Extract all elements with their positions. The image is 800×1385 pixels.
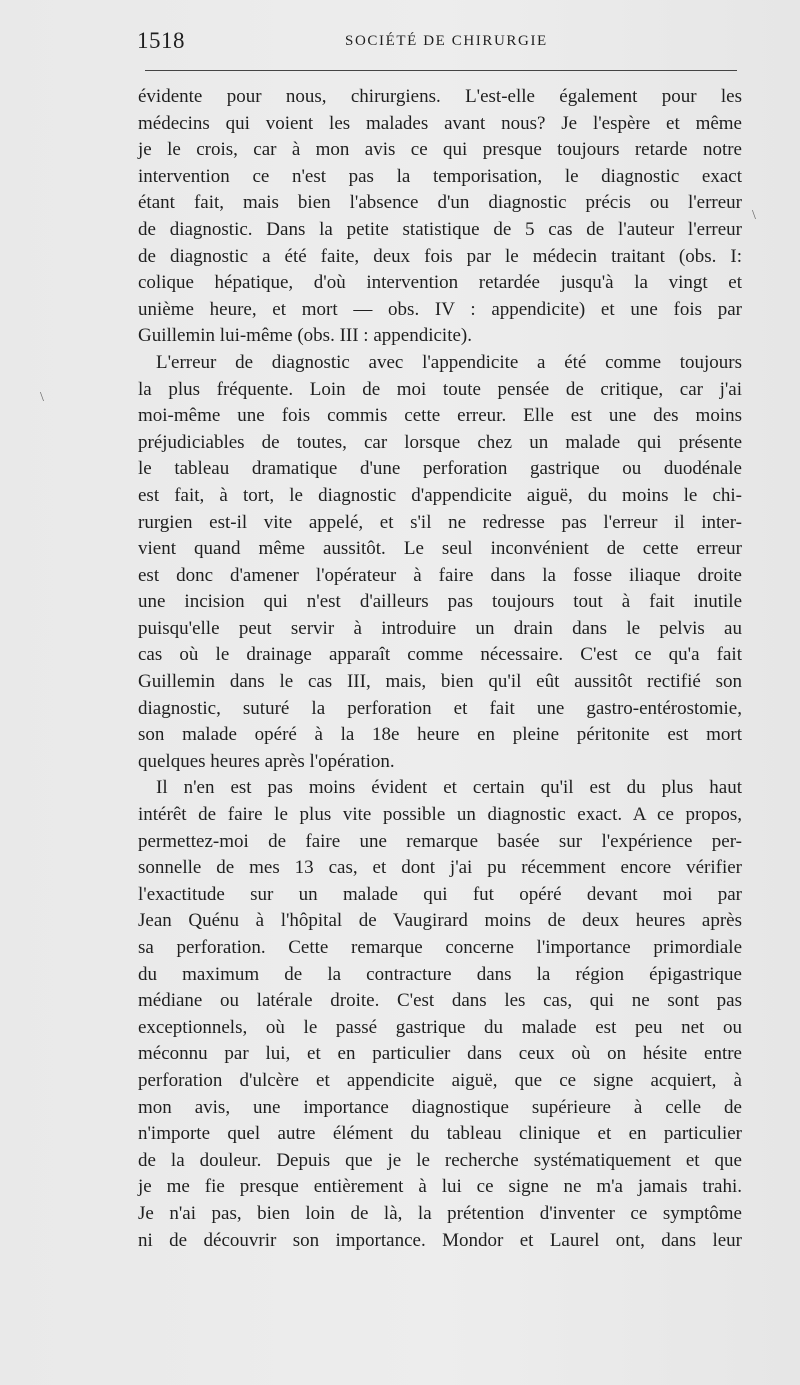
text-line: est donc d'amener l'opérateur à faire dans la fosse iliaque droite — [138, 564, 742, 586]
text-line: puisqu'elle peut servir à introduire un drain dans le pelvis au — [138, 617, 742, 639]
text-line: perforation d'ulcère et appendicite aiguë, que ce signe acquiert, à — [138, 1069, 742, 1091]
text-line: de la douleur. Depuis que je le recherche systématiquement et que — [138, 1149, 742, 1171]
text-line: L'erreur de diagnostic avec l'appendicite a été comme toujours — [156, 351, 742, 373]
text-line: sonnelle de mes 13 cas, et dont j'ai pu récemment encore vérifier — [138, 857, 742, 879]
text-line: de diagnostic. Dans la petite statistique de 5 cas de l'auteur l'erreur — [138, 218, 742, 240]
text-line: mon avis, une importance diagnostique supérieure à celle de — [138, 1096, 742, 1118]
text-line: évidente pour nous, chirurgiens. L'est-elle également pour les — [138, 86, 742, 107]
text-line: Il n'en est pas moins évident et certain qu'il est du plus haut — [156, 777, 742, 799]
text-line: Je n'ai pas, bien loin de là, la prétention d'inventer ce symptôme — [138, 1202, 742, 1224]
text-line: étant fait, mais bien l'absence d'un diagnostic précis ou l'erreur — [138, 192, 742, 214]
text-line: le tableau dramatique d'une perforation gastrique ou duodénale — [138, 458, 742, 480]
text-line: intérêt de faire le plus vite possible un diagnostic exact. A ce propos, — [138, 804, 742, 826]
text-line: je me fie presque entièrement à lui ce signe ne m'a jamais trahi. — [138, 1176, 742, 1198]
text-line: colique hépatique, d'où intervention retardée jusqu'à la vingt et — [138, 272, 742, 294]
text-line: Guillemin lui-même (obs. III : appendicite). — [138, 325, 472, 347]
text-line: sa perforation. Cette remarque concerne l'importance primordiale — [138, 937, 742, 958]
text-line: ni de découvrir son importance. Mondor et Laurel ont, dans leur — [138, 1229, 742, 1251]
text-line: préjudiciables de toutes, car lorsque chez un malade qui présente — [138, 431, 742, 453]
text-line: médecins qui voient les malades avant nous? Je l'espère et même — [138, 112, 742, 134]
running-head: SOCIÉTÉ DE CHIRURGIE — [345, 33, 548, 49]
text-line: du maximum de la contracture dans la région épigastrique — [138, 963, 742, 985]
text-line: l'exactitude sur un malade qui fut opéré devant moi par — [138, 883, 742, 905]
text-line: diagnostic, suturé la perforation et fait une gastro-entérostomie, — [138, 697, 742, 719]
text-line: méconnu par lui, et en particulier dans ceux où on hésite entre — [138, 1043, 742, 1065]
text-line: intervention ce n'est pas la temporisation, le diagnostic exact — [138, 165, 742, 187]
margin-mark: \ — [752, 208, 756, 223]
text-line: la plus fréquente. Loin de moi toute pensée de critique, car j'ai — [138, 378, 742, 400]
text-line: n'importe quel autre élément du tableau clinique et en particulier — [138, 1123, 742, 1145]
text-line: moi-même une fois commis cette erreur. Elle est une des moins — [138, 405, 742, 427]
text-line: Guillemin dans le cas III, mais, bien qu'il eût aussitôt rectifié son — [138, 671, 742, 693]
text-line: médiane ou latérale droite. C'est dans les cas, qui ne sont pas — [138, 990, 742, 1012]
page-number: 1518 — [137, 28, 185, 53]
text-line: exceptionnels, où le passé gastrique du malade est peu net ou — [138, 1016, 742, 1038]
text-line: son malade opéré à la 18e heure en pleine péritonite est mort — [138, 724, 742, 746]
text-line: de diagnostic a été faite, deux fois par le médecin traitant (obs. I: — [138, 245, 742, 267]
text-line: rurgien est-il vite appelé, et s'il ne redresse pas l'erreur il inter- — [138, 511, 742, 533]
text-line: Jean Quénu à l'hôpital de Vaugirard moins de deux heures après — [138, 910, 742, 932]
text-line: quelques heures après l'opération. — [138, 750, 395, 772]
margin-mark: \ — [40, 390, 44, 405]
text-line: cas où le drainage apparaît comme nécessaire. C'est ce qu'a fait — [138, 644, 742, 666]
text-line: permettez-moi de faire une remarque basée sur l'expérience per- — [138, 830, 742, 852]
text-line: je le crois, car à mon avis ce qui presque toujours retarde notre — [138, 139, 742, 161]
body-text — [138, 84, 742, 1254]
text-line: une incision qui n'est d'ailleurs pas toujours tout à fait inutile — [138, 591, 742, 613]
header-rule — [145, 70, 737, 71]
text-line: vient quand même aussitôt. Le seul inconvénient de cette erreur — [138, 538, 742, 560]
text-line: est fait, à tort, le diagnostic d'appendicite aiguë, du moins le chi- — [138, 484, 742, 506]
text-line: unième heure, et mort — obs. IV : appendicite) et une fois par — [138, 298, 742, 320]
